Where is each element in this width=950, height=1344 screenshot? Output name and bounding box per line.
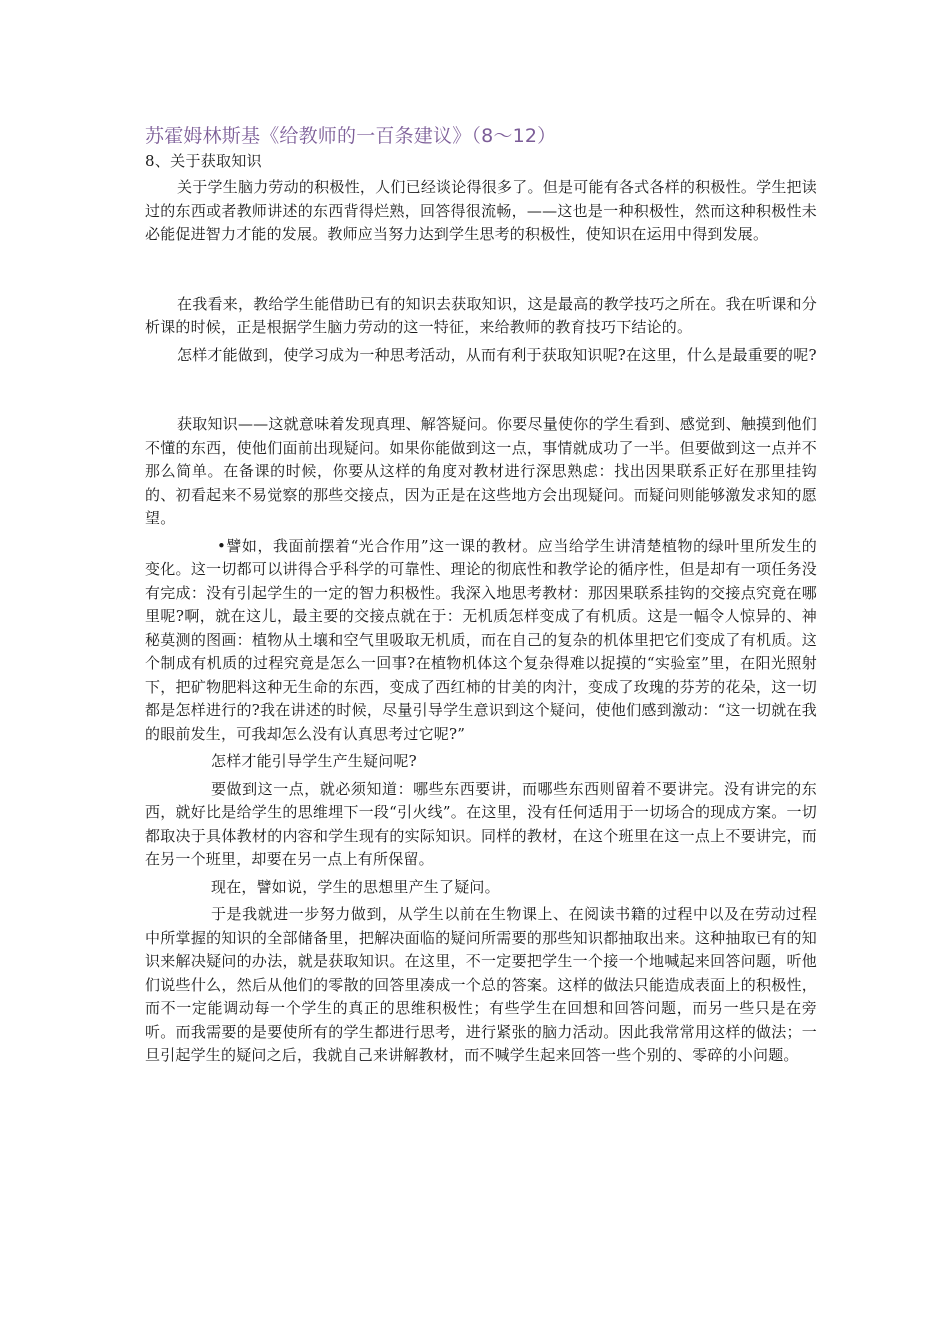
bullet-mark: • — [217, 536, 227, 555]
paragraph-9: 于是我就进一步努力做到，从学生以前在生物课上、在阅读书籍的过程中以及在劳动过程中所掌握的知识的全部储备里，把解决面临的疑问所需要的那些知识都抽取出来。这种抽取已有的知识来解决疑问的办法，就是获取知识。在这里，不一定要把学生一个接一个地喊起来回答问题，听他们说些什么，然后从他们的零散的回答里凑成一个总的答案。这样的做法只能造成表面上的积极性，而不一定能调动每一个学生的真正的思维积极性；有些学生在回想和回答问题，而另一些只是在旁听。而我需要的是要使所有的学生都进行思考，进行紧张的脑力活动。因此我常常用这样的做法；一旦引起学生的疑问之后，我就自己来讲解教材，而不喊学生起来回答一些个别的、零碎的小问题。 — [145, 905, 817, 1064]
paragraph-3: 怎样才能做到，使学习成为一种思考活动，从而有利于获取知识呢?在这里，什么是最重要的呢? — [177, 345, 817, 364]
paragraph-6: 怎样才能引导学生产生疑问呢? — [211, 752, 417, 770]
paragraph-5 — [145, 535, 817, 747]
paragraph-5-text: 譬如，我面前摆着“光合作用”这一课的教材。应当给学生讲清楚植物的绿叶里所发生的变化。这一切都可以讲得合乎科学的可靠性、理论的彻底性和教学论的循序性，但是却有一项任务没有完成：没有引起学生的一定的智力积极性。我深入地思考教材：那因果联系挂钩的交接点究竟在哪里呢?啊，就在这儿，最主要的交接点就在于：无机质怎样变成了有机质。这是一幅令人惊异的、神秘莫测的图画：植物从土壤和空气里吸取无机质，而在自己的复杂的机体里把它们变成了有机质。这个制成有机质的过程究竟是怎么一回事?在植物机体这个复杂得难以捉摸的“实验室”里，在阳光照射下，把矿物肥料这种无生命的东西，变成了西红柿的甘美的肉汁，变成了玫瑰的芬芳的花朵，这一切都是怎样进行的?我在讲述的时候，尽量引导学生意识到这个疑问，使他们感到激动：“这一切就在我的眼前发生，可我却怎么没有认真思考过它呢?” — [145, 536, 817, 743]
document-page — [145, 122, 817, 1068]
paragraph-1: 关于学生脑力劳动的积极性，人们已经谈论得很多了。但是可能有各式各样的积极性。学生把读过的东西或者教师讲述的东西背得烂熟，回答得很流畅，——这也是一种积极性，然而这种积极性未必能促进智力才能的发展。教师应当努力达到学生思考的积极性，使知识在运用中得到发展。 — [145, 178, 817, 243]
section-heading: 8、关于获取知识 — [145, 152, 262, 170]
blank-line — [145, 367, 817, 390]
blank-line — [145, 270, 817, 293]
paragraph-8: 现在，譬如说，学生的思想里产生了疑问。 — [211, 877, 500, 896]
blank-line — [145, 390, 817, 413]
document-title: 苏霍姆林斯基《给教师的一百条建议》（8～12） — [145, 125, 557, 147]
paragraph-4: 获取知识——这就意味着发现真理、解答疑问。你要尽量使你的学生看到、感觉到、触摸到他们不懂的东西，使他们面前出现疑问。如果你能做到这一点，事情就成功了一半。但要做到这一点并不那么简单。在备课的时候，你要从这样的角度对教材进行深思熟虑：找出因果联系正好在那里挂钩的、初看起来不易觉察的那些交接点，因为正是在这些地方会出现疑问。而疑问则能够激发求知的愿望。 — [145, 415, 817, 527]
paragraph-7: 要做到这一点，就必须知道：哪些东西要讲，而哪些东西则留着不要讲完。没有讲完的东西，就好比是给学生的思维埋下一段“引火线”。在这里，没有任何适用于一切场合的现成方案。一切都取决于具体教材的内容和学生现有的实际知识。同样的教材，在这个班里在这一点上不要讲完，而在另一个班里，却要在另一点上有所保留。 — [145, 779, 817, 868]
paragraph-2: 在我看来，教给学生能借助已有的知识去获取知识，这是最高的教学技巧之所在。我在听课和分析课的时候，正是根据学生脑力劳动的这一特征，来给教师的教育技巧下结论的。 — [145, 294, 817, 336]
blank-line — [145, 247, 817, 270]
